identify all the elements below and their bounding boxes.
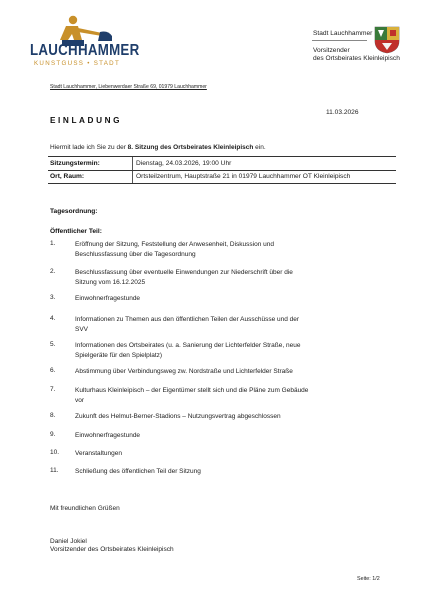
- public-part-heading: Öffentlicher Teil:: [50, 228, 102, 235]
- agenda-item-text: Zukunft des Helmut-Berner-Stadions – Nutzungsvertrag abgeschlossen: [75, 413, 281, 420]
- page-number: Seite: 1/2: [357, 576, 380, 582]
- city-name: Stadt Lauchhammer: [313, 30, 373, 37]
- agenda-item-text: Eröffnung der Sitzung, Feststellung der Anwesenheit, Diskussion und Beschlussfassung über die Tagesordnung: [75, 241, 274, 258]
- intro-before: Hiermit lade ich Sie zu der: [50, 144, 128, 151]
- agenda-item-text: Schließung des öffentlichen Teil der Sitzung: [75, 468, 201, 475]
- info-value-place: Ortsteilzentrum, Hauptstraße 21 in 01979 Lauchhammer OT Kleinleipisch: [136, 173, 351, 180]
- agenda-item-text: Einwohnerfragestunde: [75, 432, 141, 439]
- letter-date: 11.03.2026: [326, 109, 359, 116]
- intro-bold: 8. Sitzung des Ortsbeirates Kleinleipisch: [127, 144, 254, 151]
- sender-address: Stadt Lauchhammer, Liebenwerdaer Straße 69, 01979 Lauchhammer: [50, 84, 207, 90]
- chair-role-line2: des Ortsbeirates Kleinleipisch: [313, 55, 400, 62]
- chair-role-line1: Vorsitzender: [313, 47, 350, 54]
- agenda-item-number: 5.: [50, 341, 56, 348]
- closing-greeting: Mit freundlichen Grüßen: [50, 505, 120, 512]
- coat-of-arms-icon: [374, 26, 400, 54]
- agenda-item-text: Abstimmung über Verbindungsweg zw. Nordstraße und Lichterfelder Straße: [75, 368, 293, 375]
- info-label-date: Sitzungstermin:: [50, 160, 100, 167]
- agenda-item-text: Kulturhaus Kleinleipisch – der Eigentümer stellt sich und die Pläne zum Gebäude vor: [75, 387, 309, 404]
- agenda-item-number: 9.: [50, 431, 56, 438]
- info-label-place: Ort, Raum:: [50, 173, 85, 180]
- agenda-item-text: Informationen zu Themen aus den öffentlichen Teilen der Ausschüsse und der SVV: [75, 316, 300, 333]
- logo-wordmark: LAUCHHAMMER: [30, 42, 140, 59]
- signer-role: Vorsitzender des Ortsbeirates Kleinleipisch: [50, 546, 174, 553]
- logo-tagline: KUNSTGUSS • STADT: [34, 60, 121, 67]
- info-value-date: Dienstag, 24.03.2026, 19:00 Uhr: [136, 160, 232, 167]
- document-title: EINLADUNG: [50, 116, 123, 125]
- intro-after: ein.: [253, 144, 266, 151]
- table-row-divider: [48, 170, 396, 171]
- agenda-item-number: 4.: [50, 315, 56, 322]
- agenda-item-text: Einwohnerfragestunde: [75, 295, 141, 302]
- agenda-item-text: Informationen des Ortsbeirates (u. a. Sanierung der Lichterfelder Straße, neue Spielgeräte für den Spielplatz): [75, 342, 301, 359]
- agenda-item-text: Beschlussfassung über eventuelle Einwendungen zur Niederschrift über die Sitzung vom 16.12.2025: [75, 269, 293, 286]
- chair-role: [313, 47, 423, 63]
- agenda-item-number: 6.: [50, 367, 56, 374]
- table-top-border: [48, 156, 396, 157]
- table-bottom-border: [48, 183, 396, 184]
- intro-text: [50, 144, 266, 151]
- header-divider: [312, 40, 367, 41]
- agenda-item-number: 7.: [50, 386, 56, 393]
- agenda-item-number: 2.: [50, 268, 56, 275]
- agenda-item-number: 1.: [50, 240, 56, 247]
- agenda-item-number: 11.: [50, 467, 59, 474]
- agenda-item-number: 3.: [50, 294, 56, 301]
- signer-name: Daniel Jokiel: [50, 538, 87, 545]
- agenda-item-text: Veranstaltungen: [75, 450, 122, 457]
- agenda-heading: Tagesordnung:: [50, 208, 98, 215]
- agenda-item-number: 8.: [50, 412, 56, 419]
- agenda-item-number: 10.: [50, 449, 60, 456]
